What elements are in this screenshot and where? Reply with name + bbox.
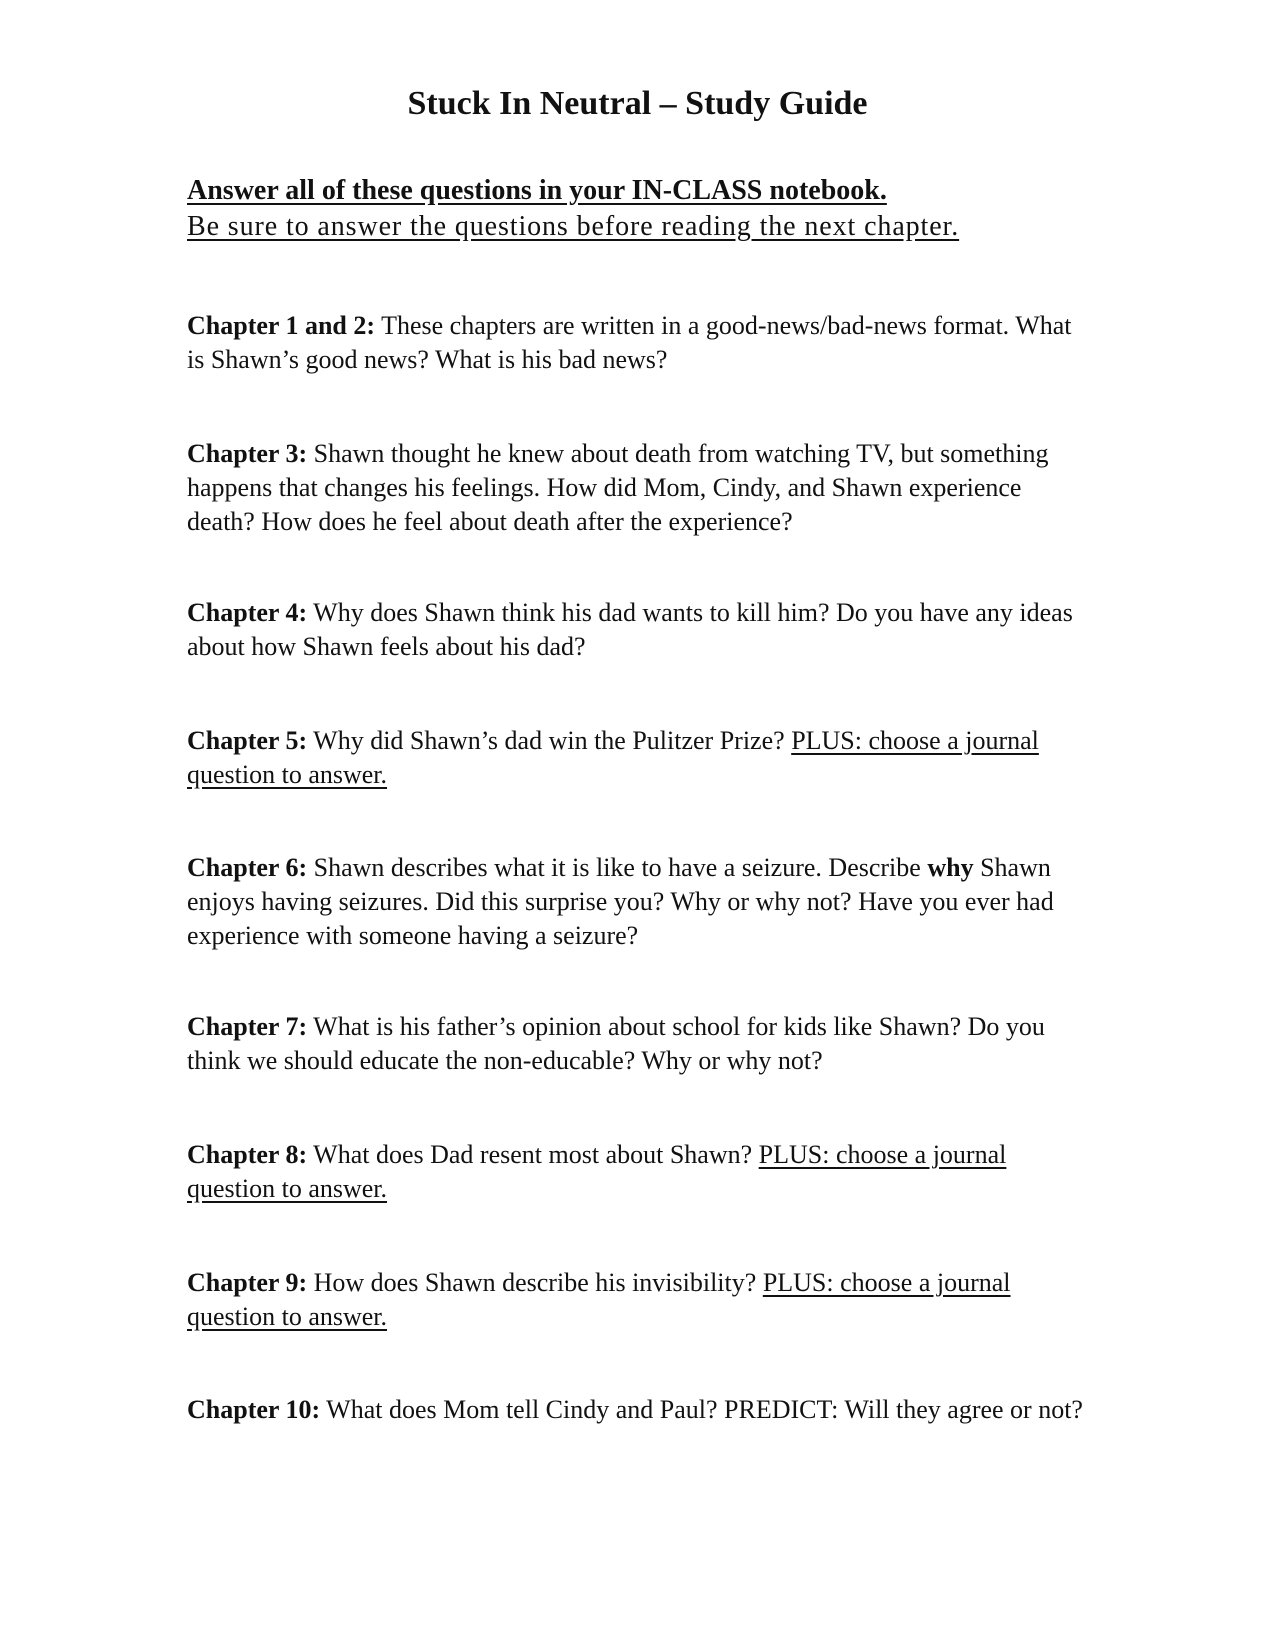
chapter-3-question <box>187 437 1087 539</box>
chapter-6-question <box>187 851 1087 953</box>
chapter-label: Chapter 5: <box>187 726 308 755</box>
journal-prompt: PLUS: choose a journal question to answer. <box>187 1140 1007 1203</box>
question-text: Shawn enjoys having seizures. Did this surprise you? Why or why not? Have you ever had experience with someone having a seizure? <box>187 853 1054 950</box>
chapter-label: Chapter 1 and 2: <box>187 311 376 340</box>
chapter-9-question <box>187 1266 1087 1334</box>
instruction-line-2: Be sure to answer the questions before reading the next chapter. <box>187 211 960 242</box>
chapter-label: Chapter 6: <box>187 853 308 882</box>
question-text: What is his father’s opinion about school for kids like Shawn? Do you think we should educate the non-educable? Why or why not? <box>187 1012 1045 1075</box>
question-text: How does Shawn describe his invisibility? <box>313 1268 757 1297</box>
question-text: What does Mom tell Cindy and Paul? PREDICT: Will they agree or not? <box>326 1395 1083 1424</box>
chapter-label: Chapter 10: <box>187 1395 321 1424</box>
question-text: Why does Shawn think his dad wants to kill him? Do you have any ideas about how Shawn feels about his dad? <box>187 598 1073 661</box>
question-text: What does Dad resent most about Shawn? <box>313 1140 753 1169</box>
question-text: Why did Shawn’s dad win the Pulitzer Prize? <box>313 726 785 755</box>
question-text: Shawn describes what it is like to have a seizure. Describe <box>313 853 921 882</box>
page-title: Stuck In Neutral – Study Guide <box>407 85 868 122</box>
instruction-line-1: Answer all of these questions in your IN-CLASS notebook. <box>187 175 887 206</box>
question-text: These chapters are written in a good-news/bad-news format. What is Shawn’s good news? What is his bad news? <box>187 311 1072 374</box>
chapter-label: Chapter 9: <box>187 1268 308 1297</box>
chapter-5-question <box>187 724 1087 792</box>
journal-prompt: PLUS: choose a journal question to answer. <box>187 726 1039 789</box>
chapter-4-question <box>187 596 1087 664</box>
chapter-10-question <box>187 1393 1087 1427</box>
chapter-label: Chapter 8: <box>187 1140 308 1169</box>
emphasis-word: why <box>927 853 974 882</box>
chapter-8-question <box>187 1138 1087 1206</box>
journal-prompt: PLUS: choose a journal question to answer. <box>187 1268 1011 1331</box>
chapter-label: Chapter 4: <box>187 598 308 627</box>
chapter-label: Chapter 3: <box>187 439 308 468</box>
chapter-1-2-question <box>187 309 1087 377</box>
chapter-label: Chapter 7: <box>187 1012 308 1041</box>
question-text: Shawn thought he knew about death from watching TV, but something happens that changes his feelings. How did Mom, Cindy, and Shawn experience death? How does he feel about death after the experience? <box>187 439 1049 536</box>
chapter-7-question <box>187 1010 1087 1078</box>
